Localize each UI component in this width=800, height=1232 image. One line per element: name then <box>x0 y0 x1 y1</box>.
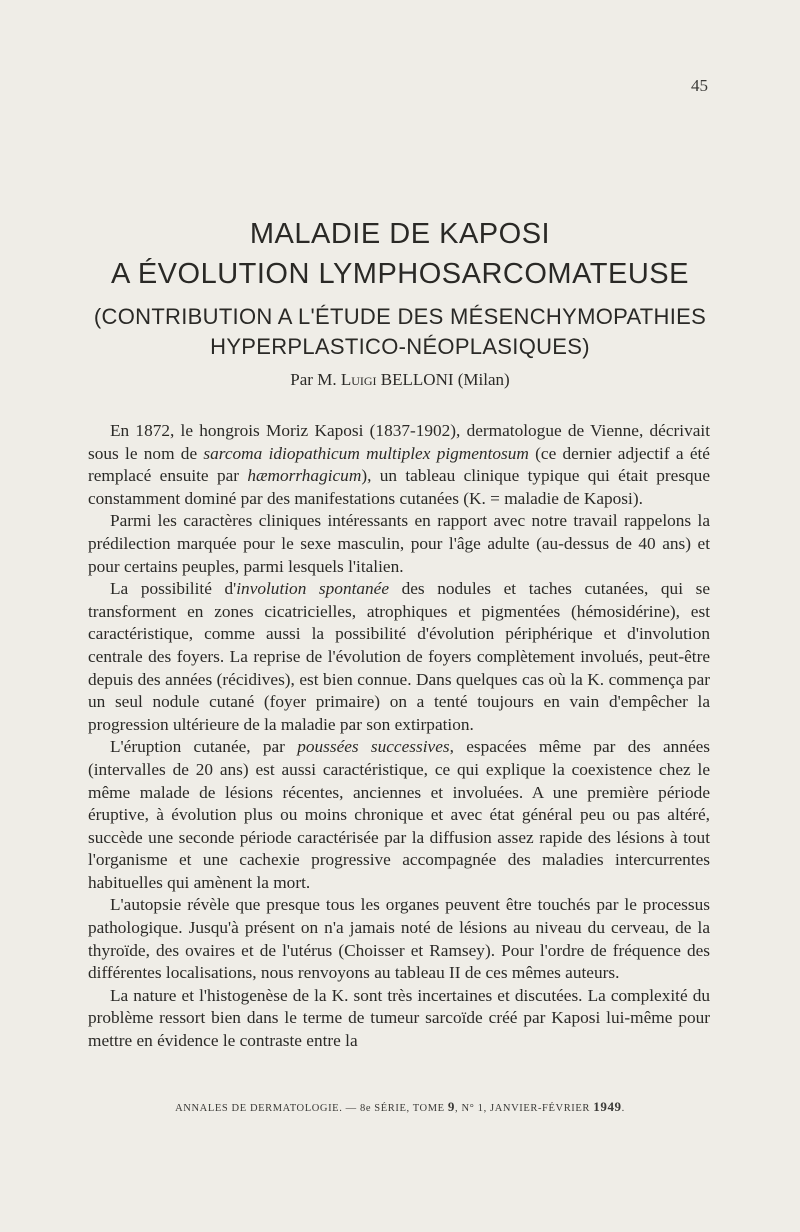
footer-tome-number: 9 <box>447 1099 456 1114</box>
journal-footer <box>0 1099 800 1115</box>
footer-issue-number: 1 <box>477 1103 484 1114</box>
paragraph-3-italic-term: involution spontanée <box>236 579 390 599</box>
byline-prefix: Par M. <box>290 370 341 389</box>
paragraph-1-text-a: En 1872, le hongrois Moriz Kaposi (1837-1902), dermatologue de Vienne, décrivait sous le nom de <box>88 421 710 463</box>
paragraph-1-text-e: ), un tableau clinique typique qui était presque constamment dominé par des manifestations cutanées (K. = maladie de Kaposi). <box>88 466 710 508</box>
paragraph-1-text-c: (ce dernier adjectif a été remplacé ensuite par <box>88 443 710 486</box>
paragraph-4-text-a: L'éruption cutanée, par <box>110 737 298 757</box>
footer-text-d: . <box>621 1103 625 1114</box>
paragraph-5: L'autopsie révèle que presque tous les organes peuvent être touchés par le processus pathologique. Jusqu'à présent on n'a jamais noté de lésions au niveau du cerveau, de la thyroïde, des ovaires et de l'utérus (Choisser et Ramsey). Pour l'ordre de fréquence des différentes localisations, nous renvoyons au tableau II de ces mêmes auteurs. <box>88 895 710 983</box>
author-byline <box>0 370 800 390</box>
paragraph-4-italic-term: poussées successives <box>297 737 450 757</box>
author-last-name: BELLONI <box>376 370 454 389</box>
footer-journal-series: ANNALES DE DERMATOLOGIE. — 8e SÉRIE, TOME <box>175 1103 448 1114</box>
article-title-block <box>0 216 800 362</box>
paragraph-4 <box>88 736 710 894</box>
paragraph-1-italic-term-2: hæmorrhagicum <box>247 466 362 486</box>
page-number: 45 <box>691 76 708 95</box>
paragraph-2: Parmi les caractères cliniques intéressants en rapport avec notre travail rappelons la prédilection marquée pour le sexe masculin, pour l'âge adulte (au-dessus de 40 ans) et pour certains peuples, parmi lesquels l'italien. <box>88 511 710 576</box>
paragraph-4-text-c: , espacées même par des années (intervalles de 20 ans) est aussi caractéristique, ce qui explique la coexistence chez le même malade de lésions récentes, anciennes et involuées. A une première période éruptive, à évolution plus ou moins chronique et avec état général peu ou pas altéré, succède une seconde période caractérisée par la diffusion assez rapide des lésions à tout l'organisme et une cachexie progressive accompagnée des maladies intercurrentes habituelles qui amènent la mort. <box>88 737 711 892</box>
paragraph-3 <box>88 578 710 736</box>
footer-text-b: , N° <box>455 1103 478 1114</box>
footer-text-c: , JANVIER-FÉVRIER <box>483 1103 594 1114</box>
article-subtitle-line-2: HYPERPLASTICO-NÉOPLASIQUES) <box>210 334 590 359</box>
paragraph-3-text-a: La possibilité d' <box>110 579 237 599</box>
author-first-name: Luigi <box>340 370 377 389</box>
article-title-line-1: MALADIE DE KAPOSI <box>249 218 551 250</box>
article-subtitle-line-1: (CONTRIBUTION A L'ÉTUDE DES MÉSENCHYMOPATHIES <box>93 304 707 329</box>
paragraph-3-text-c: des nodules et taches cutanées, qui se transforment en zones cicatricielles, atrophiques et pigmentées (hémosidérine), est caractéristique, comme aussi la possibilité d'évolution périphérique et d'involution centrale des foyers. La reprise de l'évolution de foyers complètement involués, peut-être depuis des années (récidives), est bien connue. Dans quelques cas où la K. commença par un seul nodule cutané (foyer primaire) on a tenté toujours en vain d'empêcher la progression ultérieure de la maladie par son extirpation. <box>88 579 710 734</box>
paragraph-1-italic-term: sarcoma idiopathicum multiplex pigmentosum <box>203 443 529 463</box>
paragraph-1 <box>88 420 710 510</box>
author-city: (Milan) <box>453 370 510 389</box>
article-title-line-2: A ÉVOLUTION LYMPHOSARCOMATEUSE <box>111 258 689 290</box>
paragraph-6: La nature et l'histogenèse de la K. sont très incertaines et discutées. La complexité du problème ressort bien dans le terme de tumeur sarcoïde créé par Kaposi lui-même pour mettre en évidence le contraste entre la <box>88 985 710 1051</box>
article-body <box>88 420 710 1053</box>
footer-year: 1949 <box>593 1099 622 1114</box>
